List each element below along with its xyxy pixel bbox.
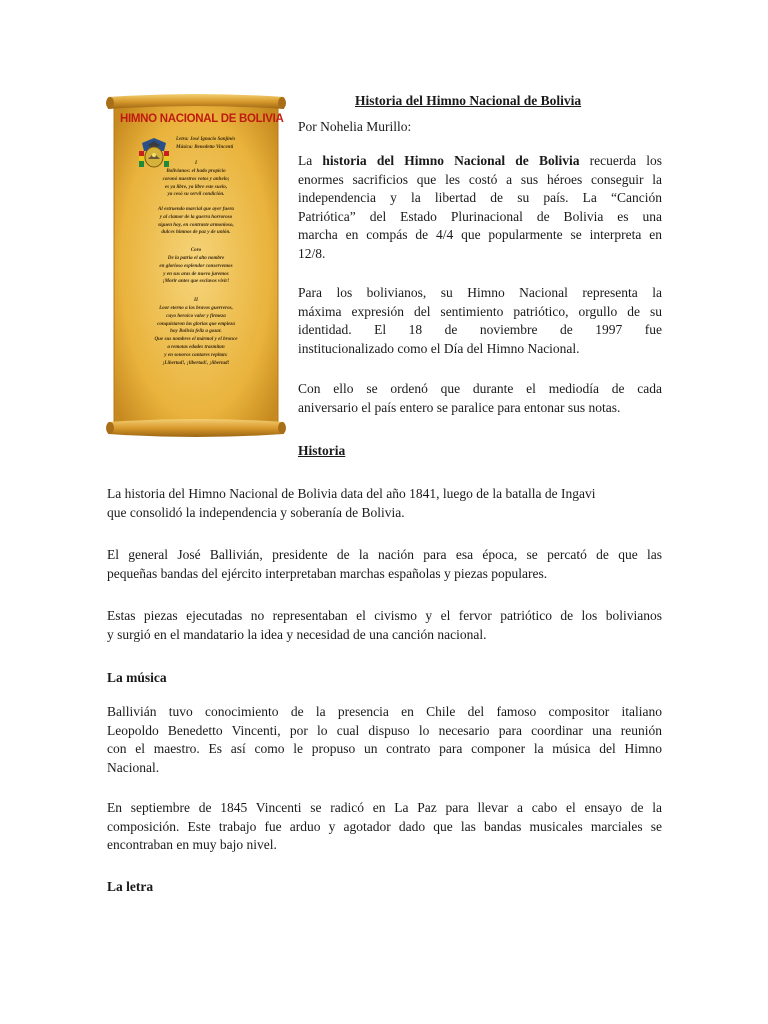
p7-line-1: Ballivián tuvo conocimiento de la presencia en Chile del famoso compositor italiano: [107, 704, 662, 719]
intro-line-4: Patriótica” del Estado Plurinacional de Bolivia es una: [298, 208, 662, 224]
article-title: Historia del Himno Nacional de Bolivia: [355, 93, 582, 108]
p7-line-2: Leopoldo Benedetto Vincenti, por lo cual dispuso lo necesario para coordinar una reunión: [107, 722, 662, 738]
byline: Por Nohelia Murillo:: [298, 119, 412, 134]
intro-line-1: La historia del Himno Nacional de Bolivia recuerda los: [298, 153, 662, 168]
paragraph-4: [107, 485, 662, 522]
p3-line-2: aniversario el país entero se paralice para entonar sus notas.: [298, 399, 621, 415]
heading-la-letra: La letra: [107, 879, 154, 894]
stanza-1-text: Bolivianos: el hado propicio coronó nuestros votos y anhelo; es ya libre, ya libre este suelo, ya cesó su servil condición.: [162, 168, 230, 198]
p2-line-1: Para los bolivianos, su Himno Nacional representa la: [298, 285, 662, 300]
p6-line-1: Estas piezas ejecutadas no representaban el civismo y el fervor patriótico de los bolivianos: [107, 608, 662, 623]
stanza-1b-text: Al estruendo marcial que ayer fuera y al clamor de la guerra horroroso siguen hoy, en contraste armonioso, dulces himnos de paz y de unión.: [158, 206, 234, 236]
composer-credit: Música: Benedetto Vincenti: [176, 144, 234, 150]
scroll-credits: [176, 136, 266, 151]
p2-line-3: identidad. El 18 de noviembre de 1997 fue: [298, 322, 662, 337]
p8-line-1: En septiembre de 1845 Vincenti se radicó en La Paz para llevar a cabo el ensayo de la: [107, 800, 662, 815]
p8-line-2: composición. Este trabajo fue arduo y agotador dado que las bandas musicales marciales se: [107, 818, 662, 834]
scroll-title: HIMNO NACIONAL DE BOLIVIA: [120, 113, 284, 125]
intro-line-5: marcha en compás de 4/4 que popularmente se interpreta en: [298, 227, 662, 242]
intro-line-2: enormes sacrificios que les costó a sus héroes conseguir la: [298, 171, 662, 187]
heading-historia: Historia: [298, 443, 346, 458]
stanza-2-text: Loor eterno a los bravos guerreros, cuyo heroico valor y firmeza conquistaron las glorias que empieza hoy Bolivia feliz a gozar. Que sus nombres el mármol y el bronce a remotas edades trasmitan y en sonoros cantares repitan: ¡Libertad!, ¡libertad!, ¡libertad!: [154, 305, 238, 366]
chorus-label: Coro: [190, 247, 202, 253]
scroll-text-area: [120, 109, 284, 421]
p2-line-4: institucionalizado como el Día del Himno Nacional.: [298, 340, 580, 356]
intro-line-3: independencia y la libertad de su país. La “Canción: [298, 190, 662, 205]
intro-bold-phrase: historia del Himno Nacional de Bolivia: [322, 153, 580, 168]
paragraph-8: [107, 799, 662, 855]
chorus-text: De la patria el alto nombre en glorioso esplendor conservemos y en sus aras de nuevo juremos ¡Morir antes que esclavos vivir!: [159, 255, 233, 285]
stanza-1-label: I: [195, 160, 197, 166]
p3-line-1: Con ello se ordenó que durante el mediodía de cada: [298, 381, 662, 396]
p2-line-2: máxima expresión del sentimiento patriótico, orgullo de su: [298, 303, 662, 319]
p7-line-3: con el maestro. Es así como le propuso un contrato para componer la música del Himno: [107, 741, 662, 756]
p4-line-2: que consolidó la independencia y soberanía de Bolivia.: [107, 504, 405, 520]
p5-line-2: pequeñas bandas del ejército interpretaban marchas españolas y piezas populares.: [107, 565, 548, 581]
paragraph-7: [107, 703, 662, 777]
paragraph-5: [107, 546, 662, 583]
p7-line-4: Nacional.: [107, 759, 160, 775]
paragraph-3: [298, 380, 662, 417]
lyricist-credit: Letra: José Ignacio Sanjinés: [176, 137, 236, 142]
p5-line-1: El general José Ballivián, presidente de la nación para esa época, se percató de que las: [107, 547, 662, 562]
p4-line-1: La historia del Himno Nacional de Bolivia data del año 1841, luego de la batalla de Ingavi: [107, 486, 596, 501]
paragraph-2: [298, 284, 662, 358]
stanza-2-label: II: [194, 297, 198, 303]
anthem-scroll-image: [106, 93, 286, 438]
p8-line-3: encontraban en muy bajo nivel.: [107, 837, 277, 852]
paragraph-6: [107, 607, 662, 644]
heading-la-musica: La música: [107, 670, 167, 685]
intro-paragraph: [298, 152, 662, 263]
p6-line-2: y surgió en el mandatario la idea y necesidad de una canción nacional.: [107, 626, 487, 642]
intro-line-6: 12/8.: [298, 245, 326, 261]
